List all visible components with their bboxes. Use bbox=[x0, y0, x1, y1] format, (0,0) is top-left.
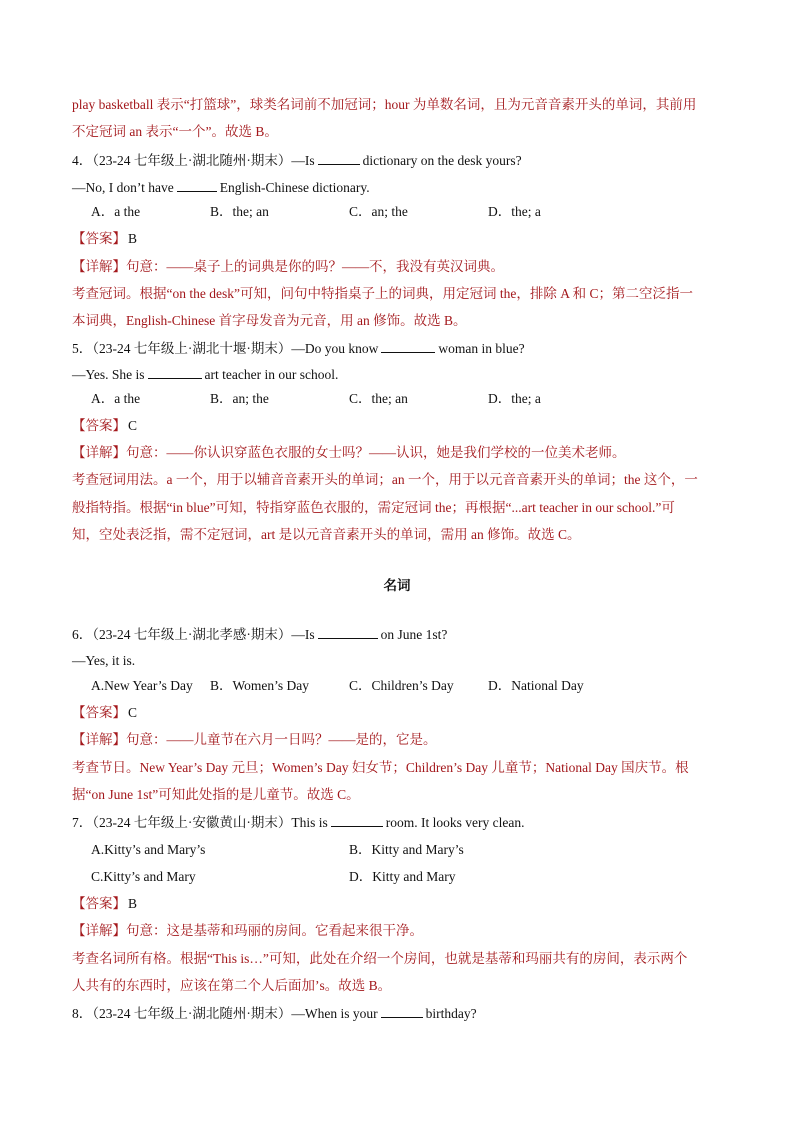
q4-line2-prefix: —No, I don’t have bbox=[72, 180, 174, 195]
q8-stem-prefix: 8．（23-24 七年级上·湖北随州·期末）—When is your bbox=[72, 1006, 378, 1021]
detail-tag: 【详解】 bbox=[72, 259, 126, 274]
q5-detail-meaning: 句意：——你认识穿蓝色衣服的女士吗？——认识，她是我们学校的一位美术老师。 bbox=[126, 445, 626, 460]
q7-detail bbox=[72, 922, 722, 940]
q5-option-c: C．the; an bbox=[349, 391, 408, 406]
q6-option-d: D．National Day bbox=[488, 678, 584, 693]
q7-stem-prefix: 7．（23-24 七年级上·安徽黄山·期末）This is bbox=[72, 815, 328, 830]
detail-tag: 【详解】 bbox=[72, 732, 126, 747]
q6-option-a: A.New Year’s Day bbox=[91, 678, 193, 693]
q5-stem-line-2 bbox=[72, 365, 722, 384]
q4-option-b: B．the; an bbox=[210, 204, 269, 219]
answer-tag: 【答案】 bbox=[72, 418, 126, 433]
q6-explain-1: 考查节日。New Year’s Day 元旦；Women’s Day 妇女节；Children’s Day 儿童节；National Day 国庆节。根 bbox=[72, 760, 689, 775]
q6-stem-suffix: on June 1st? bbox=[380, 627, 448, 642]
intro-line-2: 不定冠词 an 表示“一个”。故选 B。 bbox=[72, 124, 278, 139]
q6-explain-2: 据“on June 1st”可知此处指的是儿童节。故选 C。 bbox=[72, 787, 360, 802]
q6-answer bbox=[72, 704, 722, 722]
q5-line2-prefix: —Yes. She is bbox=[72, 367, 145, 382]
q4-stem bbox=[72, 151, 722, 170]
answer-tag: 【答案】 bbox=[72, 705, 126, 720]
q4-stem-suffix: dictionary on the desk yours? bbox=[362, 153, 522, 168]
q5-explain-3: 知，空处表泛指，需不定冠词，art 是以元音音素开头的单词，需用 an 修饰。故选 C。 bbox=[72, 527, 581, 542]
q4-blank-2 bbox=[177, 178, 217, 192]
q7-blank bbox=[331, 813, 383, 827]
q7-answer bbox=[72, 895, 722, 913]
q5-option-a: A．a the bbox=[91, 391, 141, 406]
q4-stem-line-2 bbox=[72, 178, 722, 197]
q5-option-b: B．an; the bbox=[210, 391, 269, 406]
q5-answer-value: C bbox=[128, 418, 138, 433]
q4-option-a: A．a the bbox=[91, 204, 141, 219]
q8-blank bbox=[381, 1004, 423, 1018]
q6-option-c: C．Children’s Day bbox=[349, 678, 454, 693]
q7-option-a: A.Kitty’s and Mary’s bbox=[91, 842, 206, 857]
q4-stem-prefix: 4．（23-24 七年级上·湖北随州·期末）—Is bbox=[72, 153, 315, 168]
q5-stem-suffix: woman in blue? bbox=[438, 341, 525, 356]
q7-option-c: C.Kitty’s and Mary bbox=[91, 869, 196, 884]
q7-option-d: D．Kitty and Mary bbox=[349, 869, 456, 884]
q5-explain-1: 考查冠词用法。a 一个，用于以辅音音素开头的单词；an 一个，用于以元音音素开头的单词；the 这个，一 bbox=[72, 472, 698, 487]
q6-stem-line-2: —Yes, it is. bbox=[72, 653, 136, 668]
q4-answer bbox=[72, 230, 722, 248]
q4-explain-2: 本词典，English-Chinese 首字母发音为元音，用 an 修饰。故选 B。 bbox=[72, 313, 467, 328]
q5-line2-suffix: art teacher in our school. bbox=[204, 367, 339, 382]
detail-tag: 【详解】 bbox=[72, 445, 126, 460]
q7-explain-2: 人共有的东西时，应该在第二个人后面加’s。故选 B。 bbox=[72, 978, 392, 993]
q7-option-b: B．Kitty and Mary’s bbox=[349, 842, 464, 857]
q6-stem bbox=[72, 625, 722, 644]
answer-tag: 【答案】 bbox=[72, 896, 126, 911]
q7-answer-value: B bbox=[128, 896, 138, 911]
q4-detail bbox=[72, 258, 722, 276]
q8-stem bbox=[72, 1004, 722, 1023]
q4-line2-suffix: English-Chinese dictionary. bbox=[219, 180, 370, 195]
q6-answer-value: C bbox=[128, 705, 138, 720]
q5-answer bbox=[72, 417, 722, 435]
q6-detail-meaning: 句意：——儿童节在六月一日吗？——是的，它是。 bbox=[126, 732, 437, 747]
q4-blank-1 bbox=[318, 151, 360, 165]
q8-stem-suffix: birthday? bbox=[425, 1006, 477, 1021]
intro-line-1: play basketball 表示“打篮球”，球类名词前不加冠词；hour 为单数名词，且为元音音素开头的单词，其前用 bbox=[72, 97, 697, 112]
q7-explain-1: 考查名词所有格。根据“This is…”可知，此处在介绍一个房间，也就是基蒂和玛丽共有的房间，表示两个 bbox=[72, 951, 688, 966]
q4-detail-meaning: 句意：——桌子上的词典是你的吗？——不，我没有英汉词典。 bbox=[126, 259, 504, 274]
q7-stem bbox=[72, 813, 722, 832]
q5-blank-2 bbox=[148, 365, 202, 379]
q4-explain-1: 考查冠词。根据“on the desk”可知，问句中特指桌子上的词典，用定冠词 the，排除 A 和 C；第二空泛指一 bbox=[72, 286, 693, 301]
section-heading: 名词 bbox=[383, 578, 411, 593]
q5-detail bbox=[72, 444, 722, 462]
q5-option-d: D．the; a bbox=[488, 391, 541, 406]
answer-tag: 【答案】 bbox=[72, 231, 126, 246]
q6-option-b: B．Women’s Day bbox=[210, 678, 310, 693]
q6-stem-prefix: 6．（23-24 七年级上·湖北孝感·期末）—Is bbox=[72, 627, 315, 642]
q5-stem bbox=[72, 339, 722, 358]
q4-option-d: D．the; a bbox=[488, 204, 541, 219]
q4-answer-value: B bbox=[128, 231, 138, 246]
q5-explain-2: 般指特指。根据“in blue”可知，特指穿蓝色衣服的，需定冠词 the；再根据“...art teacher in our school.”可 bbox=[72, 500, 675, 515]
q4-option-c: C．an; the bbox=[349, 204, 408, 219]
q6-detail bbox=[72, 731, 722, 749]
q7-detail-meaning: 句意：这是基蒂和玛丽的房间。它看起来很干净。 bbox=[126, 923, 423, 938]
q5-stem-prefix: 5．（23-24 七年级上·湖北十堰·期末）—Do you know bbox=[72, 341, 379, 356]
detail-tag: 【详解】 bbox=[72, 923, 126, 938]
q7-stem-suffix: room. It looks very clean. bbox=[385, 815, 525, 830]
q5-blank-1 bbox=[381, 339, 435, 353]
q6-blank bbox=[318, 625, 378, 639]
